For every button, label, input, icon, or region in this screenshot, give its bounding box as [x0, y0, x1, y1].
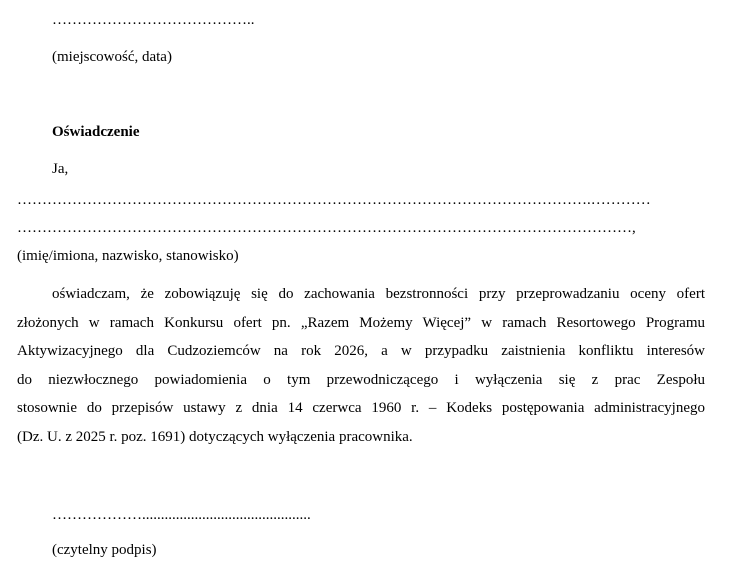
declaration-paragraph — [17, 280, 705, 452]
place-date-label: (miejscowość, data) — [52, 49, 172, 65]
signature-dotted-line: ………………............................................. — [52, 507, 311, 523]
paragraph-line: złożonych w ramach Konkursu ofert pn. „Razem Możemy Więcej” w ramach Resortowego Programu — [17, 314, 705, 331]
name-dotted-line-1: …………………………………………………………………………………………………….………… — [17, 192, 651, 208]
document-title: Oświadczenie — [52, 124, 140, 140]
paragraph-line: stosownie do przepisów ustawy z dnia 14 czerwca 1960 r. – Kodeks postępowania administracyjnego — [17, 400, 705, 417]
paragraph-line: Aktywizacyjnego dla Cudzoziemców na rok 2026, a w przypadku zaistnienia konfliktu interesów — [17, 343, 705, 360]
name-label: (imię/imiona, nazwisko, stanowisko) — [17, 248, 239, 264]
signature-label: (czytelny podpis) — [52, 542, 157, 558]
paragraph-line: (Dz. U. z 2025 r. poz. 1691) dotyczących wyłączenia pracownika. — [17, 428, 413, 445]
paragraph-line: do niezwłocznego powiadomienia o tym przewodniczącego i wyłączenia się z prac Zespołu — [17, 371, 705, 388]
name-dotted-line-2: ……………………………………………………………………………………………………………, — [17, 220, 636, 236]
paragraph-line: oświadczam, że zobowiązuję się do zachowania bezstronności przy przeprowadzaniu oceny ofert — [52, 286, 705, 302]
intro-text: Ja, — [52, 161, 69, 177]
place-date-dotted-line: ………………………………….. — [52, 12, 255, 28]
